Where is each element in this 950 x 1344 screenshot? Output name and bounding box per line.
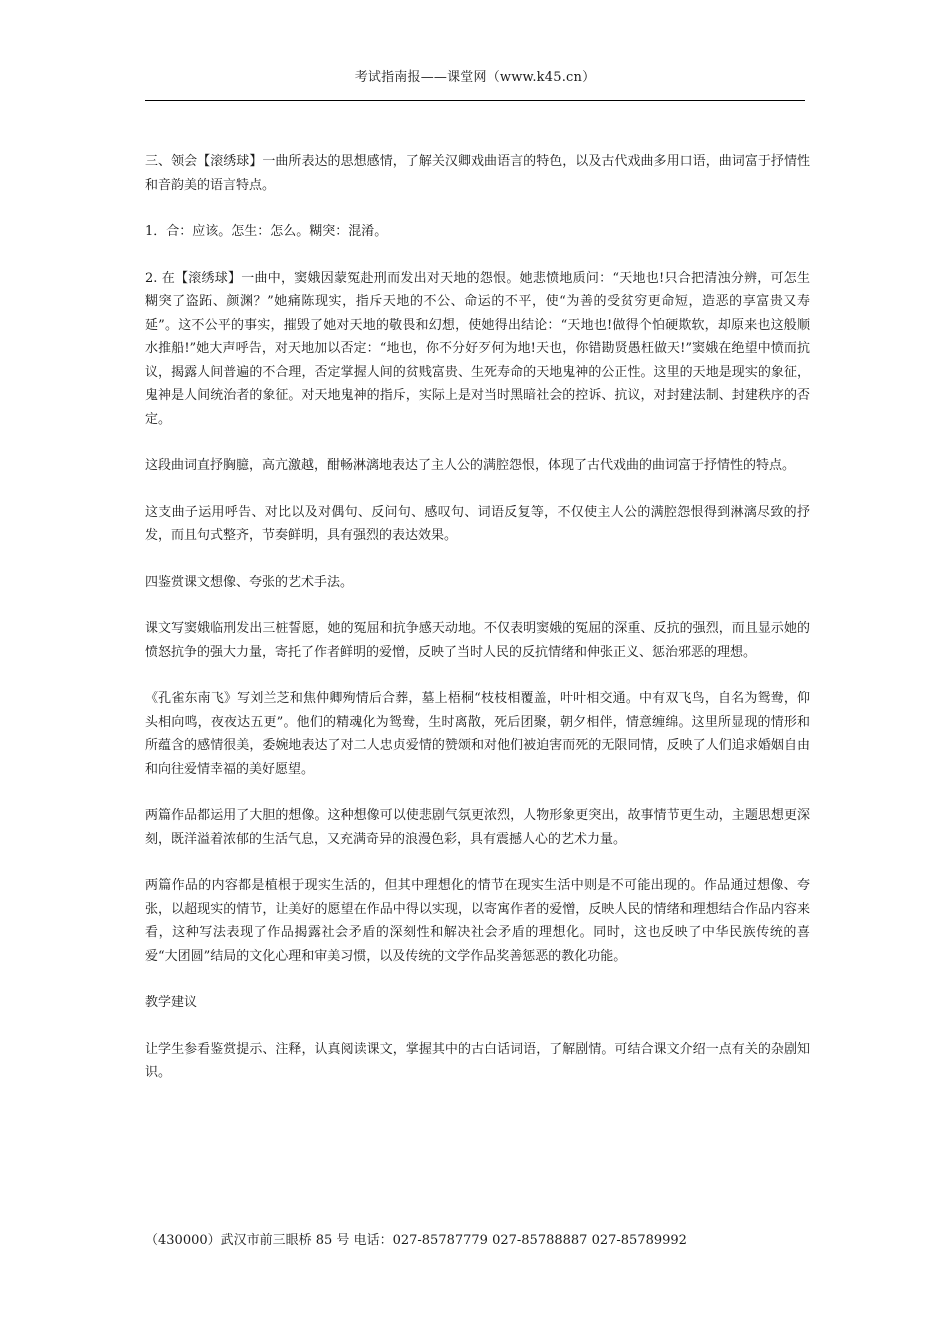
section-four-heading: 四鉴赏课文想像、夸张的艺术手法。 — [145, 574, 354, 590]
header-rule — [145, 100, 805, 101]
peacock-paragraph: 《孔雀东南飞》写刘兰芝和焦仲卿殉情后合葬，墓上梧桐“枝枝相覆盖，叶叶相交通。中有双飞鸟，自名为鸳鸯，仰头相向鸣，夜夜达五更”。他们的精魂化为鸳鸯，生时离散，死后团聚，朝夕相伴，情意缠绵。这里所显现的情形和所蕴含的感情很美，委婉地表达了对二人忠贞爱情的赞颂和对他们被迫害而死的无限同情，反映了人们追求婚姻自由和向往爱情幸福的美好愿望。 — [145, 691, 810, 777]
three-vows-paragraph: 课文写窦娥临刑发出三桩誓愿，她的冤屈和抗争感天动地。不仅表明窦娥的冤屈的深重、反抗的强烈，而且显示她的愤怒抗争的强大力量，寄托了作者鲜明的爱憎，反映了当时人民的反抗情绪和伸张正义、惩治邪恶的理想。 — [145, 621, 810, 660]
glossary-paragraph: 1．合：应该。怎生：怎么。糊突：混淆。 — [145, 224, 388, 239]
teaching-suggestion-paragraph: 让学生参看鉴赏提示、注释，认真阅读课文，掌握其中的古白话词语，了解剧情。可结合课文介绍一点有关的杂剧知识。 — [145, 1041, 810, 1080]
page-header: 考试指南报——课堂网（www.k45.cn） — [354, 70, 596, 85]
page-footer: （430000）武汉市前三眼桥 85 号 电话：027-85787779 027-85788887 027-85789992 — [145, 1233, 687, 1248]
teaching-suggestion-heading: 教学建议 — [145, 995, 198, 1010]
imagination-paragraph: 两篇作品都运用了大胆的想像。这种想像可以使悲剧气氛更浓烈，人物形象更突出，故事情节更生动，主题思想更深刻，既洋溢着浓郁的生活气息，又充满奇异的浪漫色彩，具有震撼人心的艺术力量。 — [145, 808, 810, 847]
analysis-paragraph: 2. 在【滚绣球】一曲中，窦娥因蒙冤赴刑而发出对天地的怨恨。她悲愤地质问：“天地也!只合把清浊分辨，可怎生糊突了盗跖、颜渊？”她痛陈现实，指斥天地的不公、命运的不平，使“为善的受贫穷更命短，造恶的享富贵又寿延”。这不公平的事实，摧毁了她对天地的敬畏和幻想，使她得出结论：“天地也!做得个怕硬欺软，却原来也这般顺水推船!”她大声呼告，对天地加以否定：“地也，你不分好歹何为地!天也，你错勘贤愚枉做天!”窦娥在绝望中愤而抗议，揭露人间普遍的不合理，否定掌握人间的贫贱富贵、生死寿命的天地鬼神的公正性。这里的天地是现实的象征，鬼神是人间统治者的象征。对天地鬼神的指斥，实际上是对当时黑暗社会的控诉、抗议，对封建法制、封建秩序的否定。 — [145, 270, 810, 427]
lyric-feature-paragraph: 这段曲词直抒胸臆，高亢激越，酣畅淋漓地表达了主人公的满腔怨恨，体现了古代戏曲的曲词富于抒情性的特点。 — [145, 458, 796, 473]
rhetoric-paragraph: 这支曲子运用呼告、对比以及对偶句、反问句、感叹句、词语反复等，不仅使主人公的满腔怨恨得到淋漓尽致的抒发，而且句式整齐，节奏鲜明，具有强烈的表达效果。 — [145, 504, 810, 543]
reality-paragraph: 两篇作品的内容都是植根于现实生活的，但其中理想化的情节在现实生活中则是不可能出现的。作品通过想像、夸张，以超现实的情节，让美好的愿望在作品中得以实现，以寄寓作者的爱憎，反映人民的情绪和理想结合作品内容来看，这种写法表现了作品揭露社会矛盾的深刻性和解决社会矛盾的理想化。同时，这也反映了中华民族传统的喜爱“大团圆”结局的文化心理和审美习惯，以及传统的文学作品奖善惩恶的教化功能。 — [145, 878, 810, 964]
section-three-paragraph: 三、领会【滚绣球】一曲所表达的思想感情，了解关汉卿戏曲语言的特色，以及古代戏曲多用口语，曲词富于抒情性和音韵美的语言特点。 — [145, 154, 810, 193]
document-body — [145, 150, 810, 1108]
